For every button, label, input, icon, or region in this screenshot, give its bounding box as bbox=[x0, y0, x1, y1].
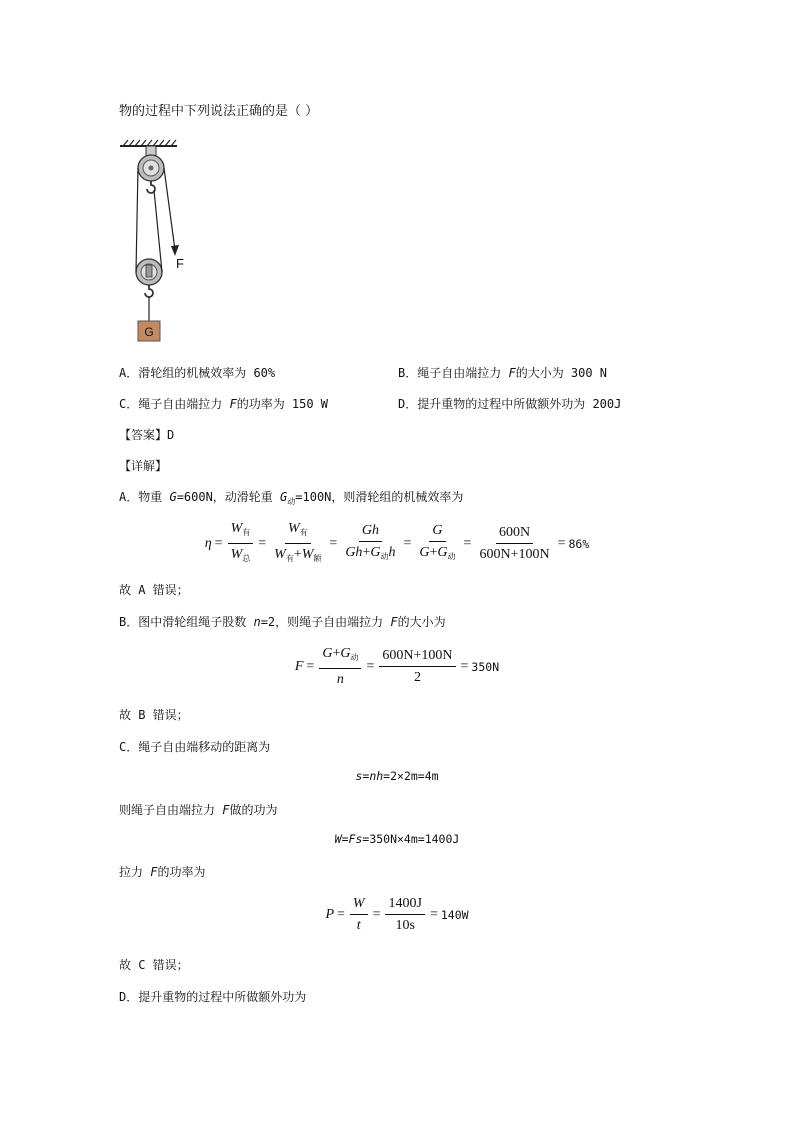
option-c: C．绳子自由端拉力 F的功率为 150 W bbox=[119, 397, 329, 411]
option-d: D．提升重物的过程中所做额外功为 200J bbox=[398, 397, 622, 411]
section-c-text-3: 拉力 F的功率为 bbox=[119, 865, 206, 879]
efficiency-equation: η = $\frac{W_有}{W_总}$ = $\frac{W_有}{W_有+W_额}$ = $\frac{Gh}{Gh+G_动h}$ = $\frac{G}{G+G_动}$ = $\frac{600N}{600N+100N}$ = 86% bbox=[204, 521, 590, 563]
section-b-text: B．图中滑轮组绳子股数 n=2，则绳子自由端拉力 F的大小为 bbox=[119, 615, 446, 629]
pulley-diagram bbox=[115, 138, 215, 348]
fixed-pulley bbox=[138, 146, 164, 193]
ceiling bbox=[120, 140, 177, 146]
detail-heading: 【详解】 bbox=[119, 459, 168, 473]
force-arrow bbox=[171, 245, 179, 256]
option-b: B．绳子自由端拉力 F的大小为 300 N bbox=[398, 366, 608, 380]
section-a-conclusion: 故 A 错误； bbox=[119, 583, 189, 597]
force-label: F bbox=[176, 256, 184, 271]
section-d-text: D．提升重物的过程中所做额外功为 bbox=[119, 990, 307, 1004]
answer: 【答案】D bbox=[119, 428, 175, 442]
section-a-text: A．物重 G=600N，动滑轮重 $G_动=100N$，则滑轮组的机械效率为 bbox=[119, 490, 464, 506]
question-text: 物的过程中下列说法正确的是（ ） bbox=[119, 104, 319, 119]
power-equation: P = $\frac{W}{t}$ = $\frac{1400J}{10s}$ = 140W bbox=[325, 896, 469, 933]
option-a: A．滑轮组的机械效率为 60% bbox=[119, 366, 276, 380]
distance-equation: s=nh=2×2m=4m bbox=[355, 769, 439, 783]
work-equation: W=Fs=350N×4m=1400J bbox=[334, 832, 460, 846]
movable-pulley bbox=[136, 259, 162, 297]
section-c-text-2: 则绳子自由端拉力 F做的功为 bbox=[119, 803, 278, 817]
force-equation: F = $\frac{G+G_动}{n}$ = $\frac{600N+100N}{2}$ = 350N bbox=[294, 646, 500, 687]
weight-label: G bbox=[144, 325, 154, 339]
section-c-text-1: C．绳子自由端移动的距离为 bbox=[119, 740, 271, 754]
section-b-conclusion: 故 B 错误； bbox=[119, 708, 189, 722]
section-c-conclusion: 故 C 错误； bbox=[119, 958, 189, 972]
